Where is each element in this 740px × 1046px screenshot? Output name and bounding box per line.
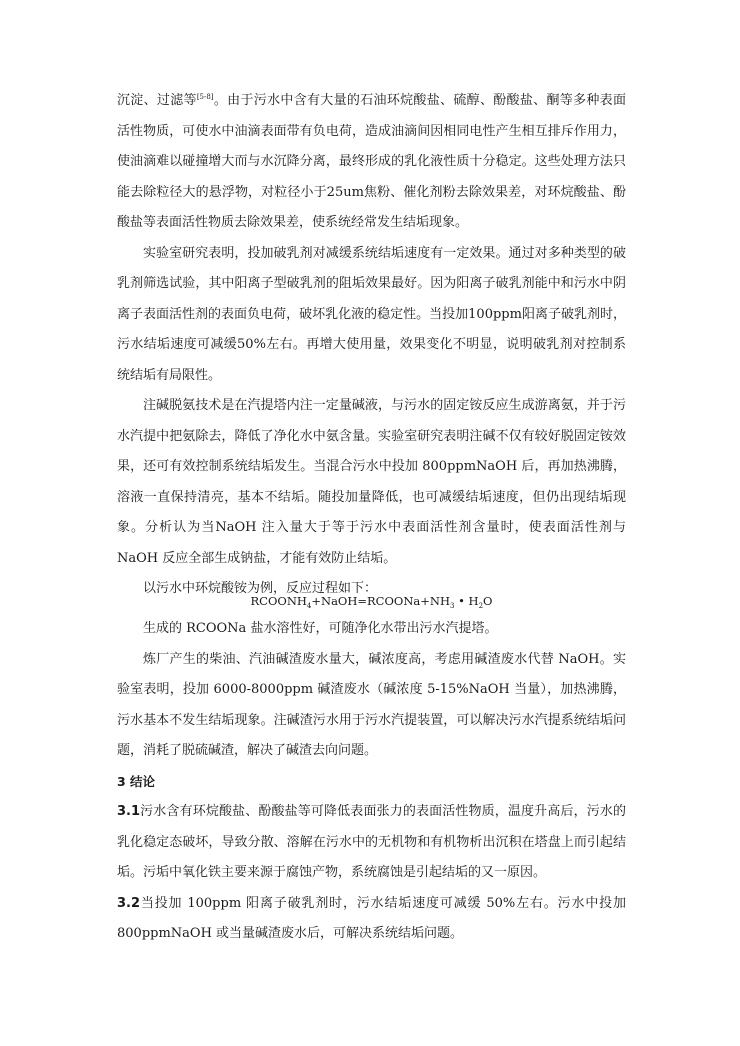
paragraph-3: 注碱脱氨技术是在汽提塔内注一定量碱液，与污水的固定铵反应生成游离氨，并于污水汽提中把氨除去，降低了净化水中氨含量。实验室研究表明注碱不仅有较好脱固定铵效果，还可有效控制系统结垢发生。当混合污水中投加 800ppmNaOH 后，再加热沸腾，溶液一直保持清亮，基本不结垢。随投加量降低，也可减缓结垢速度，但仍出现结垢现象。分析认为当NaOH 注入量大于等于污水中表面活性剂含量时，使表面活性剂与 NaOH 反应全部生成钠盐，才能有效防止结垢。 [117, 398, 626, 566]
conclusion-3-1 [117, 797, 626, 889]
paragraph-4: 以污水中环烷酸铵为例，反应过程如下： [143, 581, 378, 596]
eq-sub-1: 4 [306, 602, 312, 610]
paragraph-1 [117, 86, 626, 239]
paragraph-2: 实验室研究表明，投加破乳剂对减缓系统结垢速度有一定效果。通过对多种类型的破乳剂筛选试验，其中阳离子型破乳剂的阻垢效果最好。因为阳离子破乳剂能中和污水中阴离子表面活性剂的表面负电荷，破坏乳化液的稳定性。当投加100ppm阳离子破乳剂时，污水结垢速度可减缓50%左右。再增大使用量，效果变化不明显，说明破乳剂对控制系统结垢有局限性。 [117, 245, 626, 383]
p1-text-a: 沉淀、过滤等 [117, 93, 197, 108]
conclusion-3-2 [117, 889, 626, 950]
eq-part-a: RCOONH [250, 594, 307, 608]
paragraph-6: 炼厂产生的柴油、汽油碱渣废水量大，碱浓度高，考虑用碱渣废水代替 NaOH。实验室表明，投加 6000-8000ppm 碱渣废水（碱浓度 5-15%NaOH 当量），加热沸腾，污水基本不发生结垢现象。注碱渣污水用于污水汽提装置，可以解决污水汽提系统结垢问题，消耗了脱硫碱渣，解决了碱渣去向问题。 [117, 651, 626, 758]
p1-text-b: 。由于污水中含有大量的石油环烷酸盐、硫醇、酚酸盐、酮等多种表面活性物质，可使水中油滴表面带有负电荷，造成油滴间因相同电性产生相互排斥作用力，使油滴难以碰撞增大而与水沉降分离，最终形成的乳化液性质十分稳定。这些处理方法只能去除粒径大的悬浮物，对粒径小于25um焦粉、催化剂粉去除效果差，对环烷酸盐、酚酸盐等表面活性物质去除效果差，使系统经常发生结垢现象。 [117, 93, 626, 230]
eq-sub-2: 3 [449, 602, 455, 610]
conclusion-3-2-number: 3.2 [117, 895, 141, 911]
eq-part-d: O [483, 594, 493, 608]
eq-part-b: +NaOH=RCOONa+NH [311, 594, 450, 608]
citation-ref: [5-8] [196, 93, 214, 101]
conclusion-3-1-text: 污水含有环烷酸盐、酚酸盐等可降低表面张力的表面活性物质，温度升高后，污水的乳化稳定态破坏，导致分散、溶解在污水中的无机物和有机物析出沉积在塔盘上而引起结垢。污垢中氧化铁主要来源于腐蚀产物，系统腐蚀是引起结垢的又一原因。 [117, 804, 626, 880]
body-text-top [117, 86, 626, 605]
section-heading: 3 结论 [117, 773, 156, 789]
paragraph-5: 生成的 RCOONa 盐水溶性好，可随净化水带出污水汽提塔。 [143, 621, 498, 636]
eq-part-c: • H [454, 594, 479, 608]
body-text-bottom [117, 614, 626, 950]
eq-sub-3: 2 [478, 602, 484, 610]
conclusion-3-1-number: 3.1 [117, 804, 141, 819]
conclusion-3-2-text: 当投加 100ppm 阳离子破乳剂时，污水结垢速度可减缓 50%左右。污水中投加 800ppmNaOH 或当量碱渣废水后，可解决系统结垢问题。 [117, 895, 626, 941]
